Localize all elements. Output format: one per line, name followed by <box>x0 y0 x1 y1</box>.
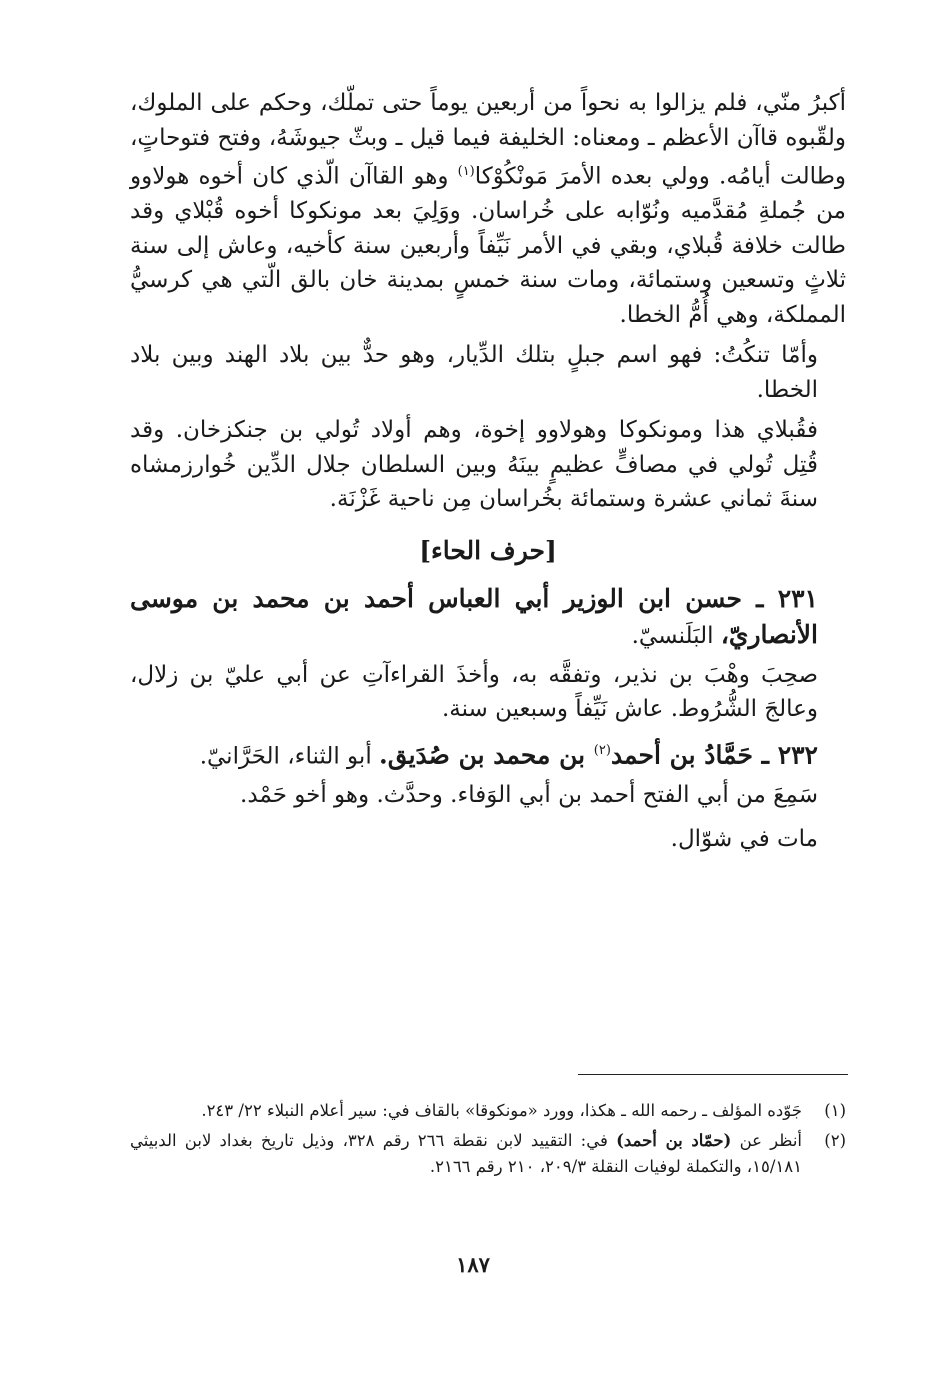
footnote-2-sources: في: التقييد لابن نقطة ٢٦٦ رقم ٣٢٨، وذيل تاريخ بغداد لابن الدبيثي ١٥/١٨١، والتكملة لوفيات النقلة ٢٠٩/٣، ٢١٠ رقم ٢١٦٦. <box>130 1131 802 1176</box>
entry-231-name: ٢٣١ ـ حسن ابن الوزير أبي العباس أحمد بن محمد بن موسى الأنصاريّ، <box>130 583 818 649</box>
entry-232-title <box>130 733 846 774</box>
paragraph-2: وأمّا تنكُتُ: فهو اسم جبلٍ بتلك الدِّيار، وهو حدٌّ بين بلاد الهند وبين بلاد الخطا. <box>130 342 818 403</box>
entry-232-text-1: سَمِعَ من أبي الفتح أحمد بن أبي الوَفاء. وحدَّث. وهو أخو حَمْد. <box>240 781 818 808</box>
footnote-2-text <box>130 1128 802 1180</box>
footnote-2-number: (٢) <box>824 1131 846 1150</box>
entry-231-title <box>130 581 846 654</box>
footnote-2-subject: (حمّاد بن أحمد) <box>616 1131 732 1150</box>
page-body <box>130 86 846 863</box>
entry-231-text: صحِبَ وهْبَ بن نذير، وتفقَّه به، وأخذَ القراءآتِ عن أبي عليّ بن زلال، وعالجَ الشُّرُوط. عاش نَيِّفاً وسبعين سنة. <box>130 661 818 723</box>
footnote-1 <box>130 1098 846 1124</box>
page-number: ١٨٧ <box>456 1252 490 1277</box>
paragraph-1-rest: وهو القاآن الّذي كان أخوه هولاوو من جُملةِ مُقدَّميه ونُوّابه على خُراسان. ووَلِيَ بعد مونكوكا أخوه قُبْلاي وقد طالت خلافة قُبلاي، وبقي في الأمر نَيِّفاً وأربعين سنة كأخيه، وعاش إلى سنة ثلاثٍ وتسعين وستمائة، ومات سنة خمسٍ بمدينة خان بالق الّتي هي كرسيُّ المملكة، وهي أُمُّ الخطا. <box>130 163 846 328</box>
section-heading: [حرف الحاء] <box>419 535 557 565</box>
footnote-2 <box>130 1128 846 1180</box>
footnote-2-lead: أنظر عن <box>731 1131 803 1150</box>
footnote-1-text: جَوّده المؤلف ـ رحمه الله ـ هكذا، وورد «مونكوقا» بالقاف في: سير أعلام النبلاء ٢٢/ ٢٤٣. <box>201 1101 802 1120</box>
entry-232-kunya: أبو الثناء، الحَرَّانيّ. <box>199 742 380 769</box>
paragraph-1 <box>130 86 846 332</box>
footnote-divider <box>578 1074 848 1075</box>
footnote-marker-2[interactable]: (٢) <box>593 742 611 758</box>
entry-232-text-2: مات في شوّال. <box>670 826 818 853</box>
paragraph-3: فقُبلاي هذا ومونكوكا وهولاوو إخوة، وهم أولاد تُولي بن جنكزخان. وقد قُتِل تُولي في مصافٍّ عظيمٍ بينَهُ وبين السلطان جلال الدِّين خُوارزمشاه سنةَ ثماني عشرة وستمائة بخُراسان مِن ناحية غَزْنَة. <box>130 417 818 513</box>
entry-232-name: ٢٣٢ ـ حَمَّادُ بن أحمد <box>610 739 818 769</box>
footnote-marker-1[interactable]: (١) <box>457 164 475 179</box>
paragraph-1-text: أكبرُ منّي، فلم يزالوا به نحواً من أربعين يوماً حتى تملّك، وحكم على الملوك، ولقّبوه قاآن الأعظم ـ ومعناه: الخليفة فيما قيل ـ وبثّ جيوشَهُ، وفتح فتوحاتٍ، وطالت أيامُه. وولي بعده الأمرَ مَونْكُوْكا <box>130 90 846 190</box>
entry-231-nisba: البَلَنسيّ. <box>631 622 721 649</box>
footnote-1-number: (١) <box>824 1101 846 1120</box>
footnotes <box>130 1098 846 1184</box>
entry-232-lineage: بن محمد بن صُدَيق. <box>379 739 594 769</box>
